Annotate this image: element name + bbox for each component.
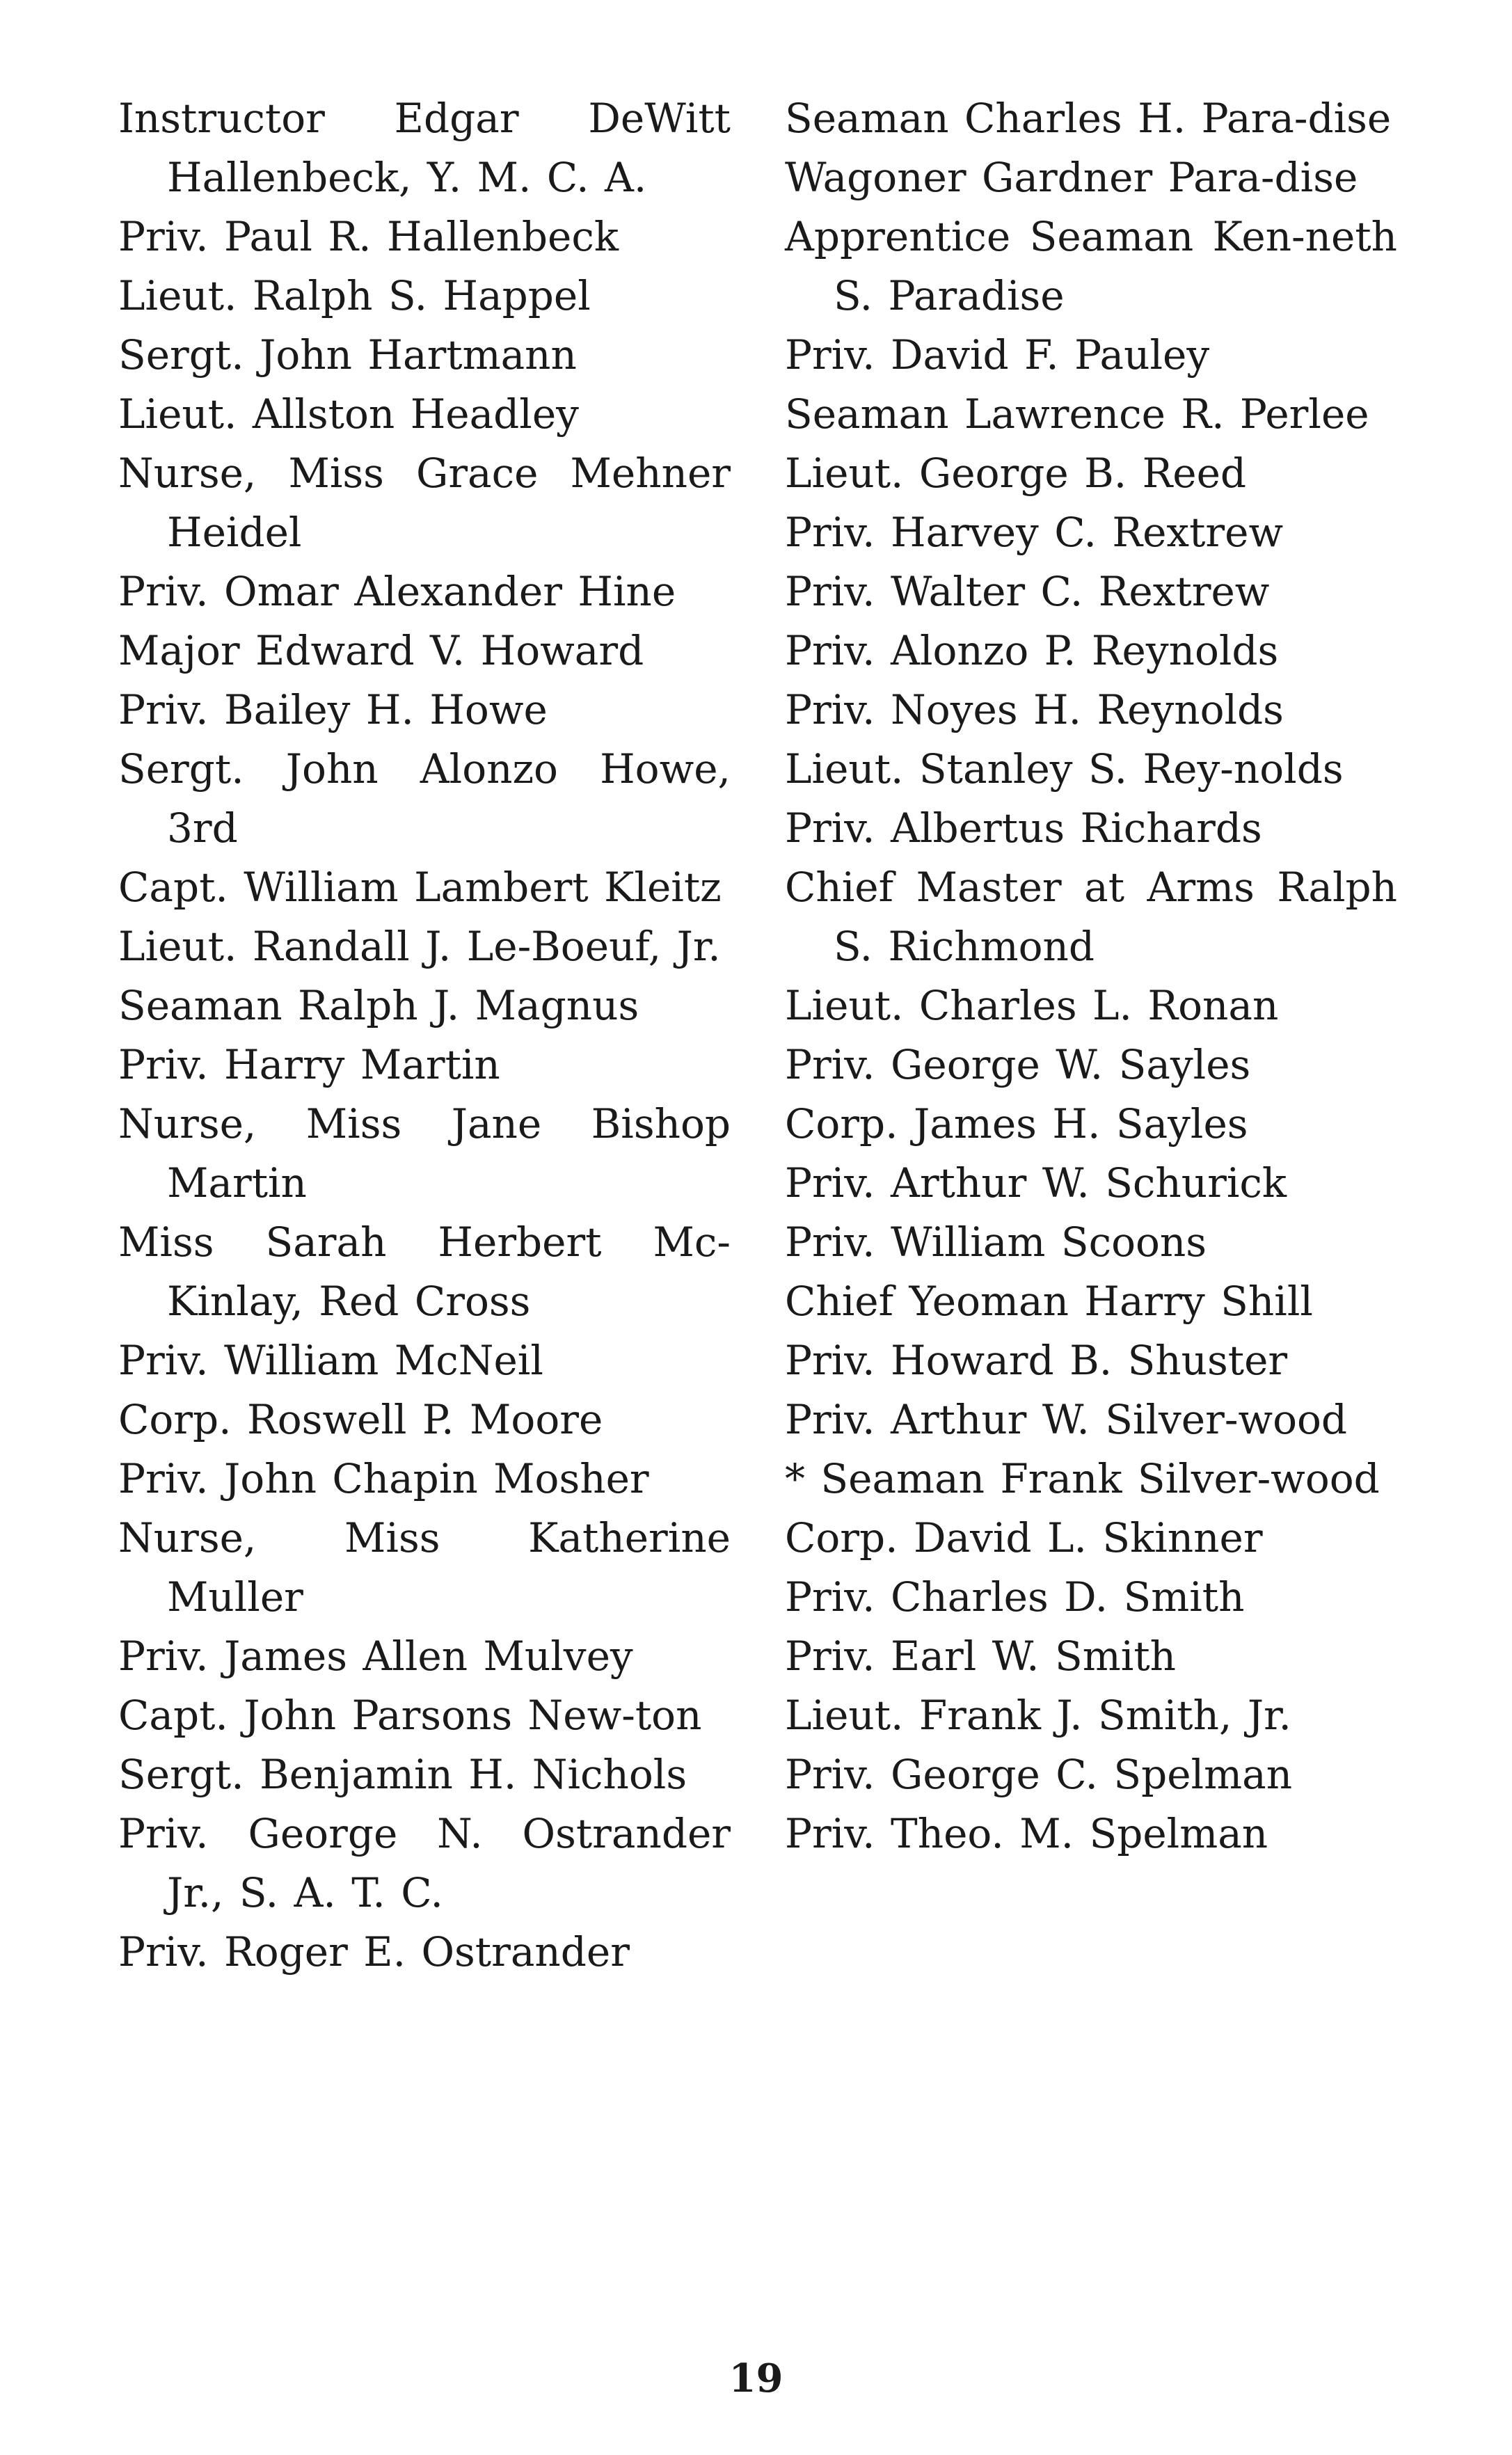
name-entry: Lieut. Ralph S. Happel	[118, 272, 591, 319]
name-entry: Lieut. Stanley S. Rey-nolds	[785, 745, 1344, 793]
name-entry: Sergt. John Hartmann	[118, 331, 577, 379]
name-entry: Nurse, Miss Grace Mehner Heidel	[118, 450, 731, 556]
name-entry: Priv. Earl W. Smith	[785, 1632, 1176, 1680]
name-entry: Seaman Lawrence R. Perlee	[785, 390, 1369, 438]
name-entry: Priv. George W. Sayles	[785, 1041, 1251, 1088]
name-entry: Instructor Edgar DeWitt Hallenbeck, Y. M. C. A.	[118, 95, 731, 201]
name-entry: Nurse, Miss Katherine Muller	[118, 1514, 731, 1621]
name-entry: Priv. William McNeil	[118, 1337, 543, 1384]
name-entry: Seaman Ralph J. Magnus	[118, 982, 639, 1029]
name-entry: Nurse, Miss Jane Bishop Martin	[118, 1100, 731, 1207]
name-entry: Sergt. John Alonzo Howe, 3rd	[118, 745, 731, 852]
name-entry: Priv. Bailey H. Howe	[118, 686, 548, 733]
name-entry: Chief Master at Arms Ralph S. Richmond	[785, 864, 1397, 970]
left-name-column	[118, 89, 731, 1982]
name-entry: Major Edward V. Howard	[118, 627, 644, 674]
name-entry: Priv. Omar Alexander Hine	[118, 568, 676, 615]
name-entry: Chief Yeoman Harry Shill	[785, 1278, 1313, 1325]
name-entry: Priv. Charles D. Smith	[785, 1573, 1245, 1621]
name-entry: Priv. William Scoons	[785, 1218, 1207, 1266]
name-entry: Priv. Alonzo P. Reynolds	[785, 627, 1279, 674]
name-entry: Priv. Walter C. Rextrew	[785, 568, 1270, 615]
name-entry: Corp. David L. Skinner	[785, 1514, 1263, 1562]
name-entry: Lieut. Randall J. Le-Boeuf, Jr.	[118, 923, 721, 970]
page-number: 19	[729, 2355, 783, 2401]
name-entry: Priv. Harry Martin	[118, 1041, 500, 1088]
name-entry: Priv. Arthur W. Schurick	[785, 1159, 1287, 1207]
name-entry: Corp. James H. Sayles	[785, 1100, 1248, 1147]
name-entry: Lieut. Charles L. Ronan	[785, 982, 1279, 1029]
name-entry: Lieut. Frank J. Smith, Jr.	[785, 1692, 1291, 1739]
name-entry: Lieut. George B. Reed	[785, 450, 1247, 497]
name-entry: Seaman Charles H. Para-dise	[785, 95, 1392, 142]
name-entry: Capt. John Parsons New-ton	[118, 1692, 702, 1739]
name-entry: Priv. Arthur W. Silver-wood	[785, 1396, 1348, 1443]
name-entry: Priv. Noyes H. Reynolds	[785, 686, 1284, 733]
name-entry: Priv. Theo. M. Spelman	[785, 1810, 1268, 1857]
right-name-column	[785, 89, 1397, 1864]
name-entry: Priv. Paul R. Hallenbeck	[118, 213, 619, 260]
name-entry: Priv. David F. Pauley	[785, 331, 1210, 379]
name-entry: Priv. George C. Spelman	[785, 1751, 1293, 1798]
name-entry: Apprentice Seaman Ken-neth S. Paradise	[785, 213, 1397, 319]
name-entry: Priv. John Chapin Mosher	[118, 1455, 649, 1502]
name-entry: Priv. Albertus Richards	[785, 804, 1262, 852]
name-entry: Priv. George N. Ostrander Jr., S. A. T. C.	[118, 1810, 731, 1916]
name-entry: Miss Sarah Herbert Mc-Kinlay, Red Cross	[118, 1218, 731, 1325]
name-entry: * Seaman Frank Silver-wood	[785, 1455, 1380, 1502]
name-entry: Sergt. Benjamin H. Nichols	[118, 1751, 687, 1798]
name-entry: Priv. James Allen Mulvey	[118, 1632, 633, 1680]
name-entry: Priv. Roger E. Ostrander	[118, 1928, 630, 1976]
name-entry: Wagoner Gardner Para-dise	[785, 154, 1358, 201]
name-entry: Lieut. Allston Headley	[118, 390, 579, 438]
name-entry: Capt. William Lambert Kleitz	[118, 864, 722, 911]
name-entry: Priv. Howard B. Shuster	[785, 1337, 1288, 1384]
name-entry: Priv. Harvey C. Rextrew	[785, 509, 1284, 556]
name-entry: Corp. Roswell P. Moore	[118, 1396, 603, 1443]
